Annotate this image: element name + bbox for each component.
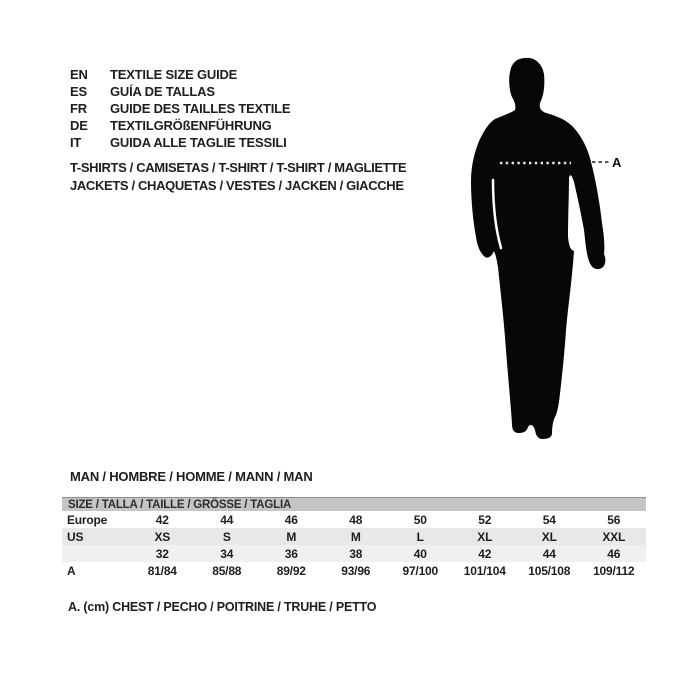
size-cell: 44 [517, 545, 582, 562]
language-row-de [70, 117, 290, 134]
product-type-jackets: JACKETS / CHAQUETAS / VESTES / JACKEN / GIACCHE [70, 178, 404, 193]
size-cell: S [195, 528, 260, 545]
size-cell: 46 [582, 545, 647, 562]
section-title-man: MAN / HOMBRE / HOMME / MANN / MAN [70, 469, 313, 484]
size-cell: 34 [195, 545, 260, 562]
size-cell: 42 [453, 545, 518, 562]
size-cell: 40 [388, 545, 453, 562]
size-cell: 56 [607, 512, 621, 527]
size-cell: 38 [324, 545, 389, 562]
size-cell: 50 [413, 512, 427, 527]
size-cell: 89/92 [276, 563, 306, 578]
language-list [70, 66, 290, 151]
language-code: IT [70, 135, 82, 150]
size-cell: 44 [220, 512, 234, 527]
row-label: Europe [67, 512, 108, 527]
language-label: GUIDA ALLE TAGLIE TESSILI [110, 135, 287, 150]
language-label: TEXTILE SIZE GUIDE [110, 67, 238, 82]
size-cell: XS [130, 528, 195, 545]
size-cell: 93/96 [341, 563, 371, 578]
product-type-tshirts: T-SHIRTS / CAMISETAS / T-SHIRT / T-SHIRT / MAGLIETTE [70, 160, 407, 175]
man-silhouette-figure [460, 55, 640, 445]
size-table [62, 497, 646, 579]
language-row-en [70, 66, 290, 83]
language-label: GUÍA DE TALLAS [110, 84, 215, 99]
row-label [62, 545, 130, 562]
language-row-it [70, 134, 290, 151]
size-cell: 54 [542, 512, 556, 527]
size-table-header-row [62, 498, 646, 512]
table-row-numeric [62, 545, 646, 562]
table-row-chest-a [62, 562, 646, 579]
language-row-es [70, 83, 290, 100]
language-label: TEXTILGRÖßENFÜHRUNG [110, 118, 272, 133]
language-code: DE [70, 118, 88, 133]
size-cell: 42 [155, 512, 169, 527]
size-table-header: SIZE / TALLA / TAILLE / GRÖSSE / TAGLIA [62, 498, 646, 512]
size-cell: 48 [349, 512, 363, 527]
language-row-fr [70, 100, 290, 117]
size-cell: 52 [478, 512, 492, 527]
size-cell: XL [453, 528, 518, 545]
size-cell: M [259, 528, 324, 545]
product-type-list [70, 159, 406, 195]
row-label: A [67, 563, 76, 578]
language-code: FR [70, 101, 87, 116]
size-cell: 32 [130, 545, 195, 562]
language-code: EN [70, 67, 88, 82]
size-cell: 101/104 [463, 563, 506, 578]
size-cell: XL [517, 528, 582, 545]
size-cell: 81/84 [147, 563, 177, 578]
measurement-label-a: A [612, 155, 622, 170]
size-cell: 105/108 [528, 563, 571, 578]
measurement-footnote: A. (cm) CHEST / PECHO / POITRINE / TRUHE / PETTO [68, 600, 377, 614]
size-cell: 97/100 [402, 563, 438, 578]
table-row-us [62, 528, 646, 545]
table-row-europe [62, 511, 646, 528]
row-label: US [62, 528, 130, 545]
man-silhouette [471, 58, 605, 439]
size-cell: XXL [582, 528, 647, 545]
language-label: GUIDE DES TAILLES TEXTILE [110, 101, 291, 116]
size-cell: 36 [259, 545, 324, 562]
size-cell: 109/112 [593, 563, 635, 578]
size-cell: L [388, 528, 453, 545]
size-cell: 85/88 [212, 563, 242, 578]
size-cell: M [324, 528, 389, 545]
size-cell: 46 [284, 512, 298, 527]
language-code: ES [70, 84, 87, 99]
